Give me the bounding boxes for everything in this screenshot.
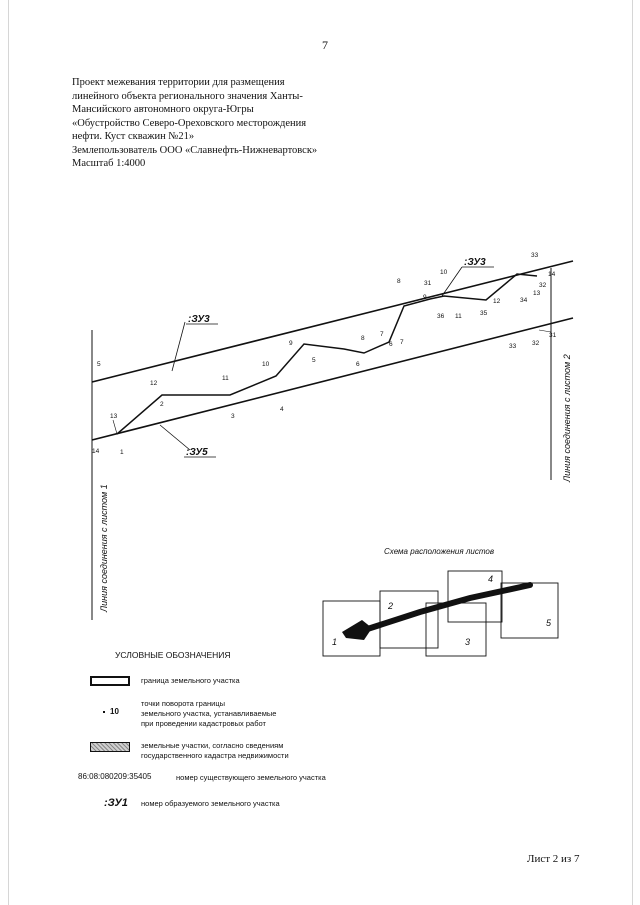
point-label: 5 — [312, 357, 316, 364]
point-label: 10 — [440, 269, 448, 276]
sheet-number: 1 — [332, 637, 338, 647]
sheet-number: 4 — [488, 574, 494, 584]
header-line: Проект межевания территории для размещения — [72, 77, 285, 88]
legend-point-number: 10 — [110, 707, 119, 716]
header-line: нефти. Куст скважин №21» — [72, 131, 195, 142]
point-label: 11 — [222, 375, 229, 382]
route-path — [352, 585, 530, 634]
point-label: 8 — [397, 278, 401, 285]
point-label: 12 — [493, 298, 501, 305]
upper-boundary-line — [92, 261, 573, 382]
point-label: 13 — [110, 413, 118, 420]
legend-new-plot-label: :ЗУ1 — [104, 797, 128, 809]
inner-boundary-polyline — [117, 274, 537, 434]
point-label: 10 — [262, 361, 270, 368]
scheme-title: Схема расположения листов — [384, 547, 495, 556]
point-label: 13 — [533, 290, 541, 297]
lower-boundary-line — [92, 318, 573, 440]
point-label: 4 — [280, 406, 284, 413]
point-label: 34 — [520, 297, 528, 304]
point-label: 32 — [532, 340, 540, 347]
legend-new-plot-text: номер образуемого земельного участка — [141, 799, 280, 808]
leader-line — [172, 322, 185, 371]
point-label: 7 — [400, 339, 404, 346]
point-label: 31 — [424, 280, 432, 287]
point-label: 9 — [289, 340, 293, 347]
legend-boundary-symbol — [90, 676, 130, 686]
point-label: 1 — [120, 449, 124, 456]
sheet-number: 2 — [388, 601, 394, 611]
legend-boundary-text: граница земельного участка — [141, 676, 240, 685]
point-label: 33 — [531, 252, 539, 259]
sheet-footer: Лист 2 из 7 — [527, 853, 580, 865]
legend-point-text-line: точки поворота границы — [141, 699, 226, 708]
header-line: линейного объекта регионального значения Ханты- — [72, 90, 303, 102]
plot-label-zu3-left: :ЗУ3 — [188, 314, 210, 325]
header-line: «Обустройство Северо-Ореховского месторождения — [72, 117, 307, 129]
point-label: 5 — [97, 361, 101, 368]
point-label: 9 — [423, 294, 427, 301]
link-line-1-caption: Линия соединения с листом 1 — [99, 484, 109, 612]
header-line: Масштаб 1:4000 — [72, 158, 146, 169]
legend-registered-text — [141, 741, 289, 761]
legend-registered-text-line: государственного кадастра недвижимости — [141, 751, 289, 760]
plot-label-zu5: :ЗУ5 — [186, 447, 208, 458]
legend-registered-text-line: земельные участки, согласно сведениям — [141, 741, 284, 750]
header-line: Мансийского автономного округа-Югры — [72, 104, 254, 115]
point-label: 6 — [356, 361, 360, 368]
legend-cadastral-text: номер существующего земельного участка — [176, 773, 326, 782]
point-label: 7 — [380, 331, 384, 338]
point-label: 32 — [539, 282, 547, 289]
header-line: Землепользователь ООО «Славнефть-Нижневартовск» — [72, 144, 318, 156]
sheet-number: 3 — [465, 637, 471, 647]
point-label: 31 — [549, 332, 557, 339]
point-label: 33 — [509, 343, 517, 350]
point-label: 36 — [437, 313, 445, 320]
legend-cadastral-number: 86:08:080209:35405 — [78, 772, 152, 781]
point-label: 14 — [548, 271, 556, 278]
point-label: 12 — [150, 380, 158, 387]
point-label: 2 — [160, 401, 164, 408]
point-label: 3 — [231, 413, 235, 420]
leader-line — [113, 420, 117, 434]
point-label: 8 — [361, 335, 365, 342]
route-start-blob — [342, 620, 372, 640]
legend-point-text-line: земельного участка, устанавливаемые — [141, 709, 277, 718]
point-label: 14 — [92, 448, 100, 455]
legend-registered-symbol — [90, 742, 130, 752]
link-line-2-caption: Линия соединения с листом 2 — [562, 354, 572, 482]
legend-point-text — [141, 699, 276, 729]
point-label: 35 — [480, 310, 488, 317]
point-label: 11 — [455, 313, 462, 320]
legend-point-text-line: при проведении кадастровых работ — [141, 719, 266, 728]
sheet-number: 5 — [546, 618, 552, 628]
legend-point-symbol — [103, 711, 105, 713]
legend-title: УСЛОВНЫЕ ОБОЗНАЧЕНИЯ — [115, 650, 231, 660]
point-label: 6 — [389, 341, 393, 348]
page-number: 7 — [322, 38, 328, 52]
plot-label-zu3-right: :ЗУ3 — [464, 257, 486, 268]
